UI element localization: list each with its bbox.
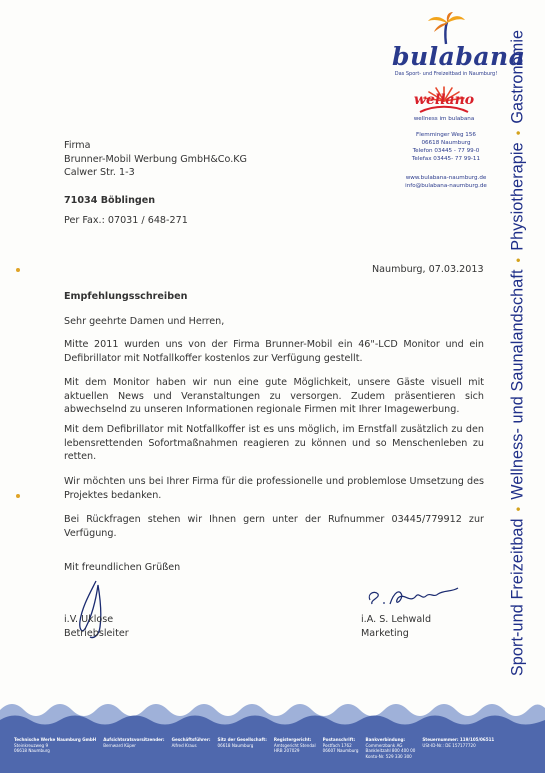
signer-right xyxy=(361,613,431,640)
footer-board xyxy=(103,737,164,759)
paragraph-1: Mitte 2011 wurden uns von der Firma Brunner-Mobil ein 46"-LCD Monitor und ein Defibrillator mit Notfallkoffer kostenlos zur Verfügung gestellt. xyxy=(64,339,484,364)
footer-heading: Geschäftsführer: xyxy=(171,737,211,742)
footer-columns xyxy=(14,737,534,759)
paragraph-3: Mit dem Defibrillator mit Notfallkoffer ist es uns möglich, im Ernstfall zusätzlich zu den lebensrettenden Sofortmaßnahmen reagieren zu können und so Menschenleben zu retten. xyxy=(64,424,484,463)
footer-heading: Sitz der Gesellschaft: xyxy=(217,737,267,742)
footer-line: Postfach 1762 xyxy=(322,742,352,748)
paragraph-2: Mit dem Monitor haben wir nun eine gute Möglichkeit, unsere Gäste visuell mit aktuellen News und Veranstaltungen zu versorgen. Zudem präsentieren sich abwechselnd zu unseren Informationen regionale Firmen mit Ihrer Imagewerbung. xyxy=(64,377,484,416)
footer-line: USt-ID-Nr.: DE 157177720 xyxy=(422,742,476,748)
wellness-tagline: wellness im bulabana xyxy=(413,116,475,122)
footer-line: HRB 207029 xyxy=(273,748,300,754)
recipient-fax: Per Fax.: 07031 / 648-271 xyxy=(64,215,188,226)
footer-register xyxy=(274,737,316,759)
signer-left-name xyxy=(64,613,129,627)
service-gastro: Gastronomie xyxy=(508,29,527,124)
signer-right-title: Marketing xyxy=(361,627,409,639)
footer-company xyxy=(14,737,96,759)
footer-bank xyxy=(366,737,416,759)
contact-website: www.bulabana-naumburg.de xyxy=(405,175,487,181)
footer-management xyxy=(172,737,211,759)
footer-line: Steinkreuzweg 9 xyxy=(14,742,49,748)
footer-line: Alfred Kraus xyxy=(171,742,197,748)
service-physio: Physiotherapie xyxy=(508,142,527,251)
services-list xyxy=(509,30,528,676)
place-date: Naumburg, 07.03.2013 xyxy=(372,264,484,275)
footer-line: Konto-Nr. 529 330 300 xyxy=(365,753,412,759)
footer-line: Bernward Küper xyxy=(103,742,136,748)
footer-heading: Postanschrift: xyxy=(322,737,356,742)
footer-line: 06618 Naumburg xyxy=(14,748,50,754)
contact-email: info@bulabana-naumburg.de xyxy=(405,183,487,190)
paragraph-4: Wir möchten uns bei Ihrer Firma für die professionelle und problemlose Umsetzung des Projektes bedanken. xyxy=(64,476,484,501)
punch-mark xyxy=(16,494,20,498)
footer-line: Amtsgericht Stendal xyxy=(273,742,316,748)
signer-right-name: i.A. S. Lehwald xyxy=(361,614,432,625)
separator-dot: • xyxy=(510,506,526,512)
footer-line: Commerzbank AG xyxy=(365,742,403,748)
wave-band xyxy=(0,698,545,773)
footer-line: Bankleitzahl 800 400 00 xyxy=(365,748,416,754)
paragraph-5: Bei Rückfragen stehen wir Ihnen gern unter der Rufnummer 03445/779912 zur Verfügung. xyxy=(64,514,484,539)
recipient-city: 71034 Böblingen xyxy=(64,195,156,206)
sender-address xyxy=(403,131,489,163)
address-city: 06618 Naumburg xyxy=(421,140,471,147)
separator-dot: • xyxy=(510,257,526,263)
signer-left-name-head: i.V. Ukl xyxy=(64,614,97,625)
footer-line: 06607 Naumburg xyxy=(322,748,359,754)
recipient-street: Calwer Str. 1-3 xyxy=(64,167,135,178)
services-sidebar xyxy=(503,8,533,698)
footer-line: 06618 Naumburg xyxy=(217,742,254,748)
sender-contact xyxy=(403,174,489,190)
footer-heading: Steuernummer: 119/105/06511 xyxy=(422,737,495,742)
separator-dot: • xyxy=(510,130,526,136)
address-fax: Telefax 03445- 77 99-11 xyxy=(411,156,481,163)
footer-heading: Registergericht: xyxy=(273,737,312,742)
footer-heading: Aufsichtsratsvorsitzender: xyxy=(103,737,165,742)
recipient-address xyxy=(64,139,247,180)
wellano-logo xyxy=(408,85,480,131)
footer-heading: Technische Werke Naumburg GmbH xyxy=(14,737,97,742)
wellness-brand: wellano xyxy=(413,92,475,108)
recipient-company: Brunner-Mobil Werbung GmbH&Co.KG xyxy=(64,153,247,165)
letter-footer xyxy=(0,698,545,773)
signature-right xyxy=(364,582,464,616)
subject-line: Empfehlungsschreiben xyxy=(64,291,188,302)
signer-left-name-tail: ose xyxy=(96,614,114,625)
brand-tagline: Das Sport- und Freizeitbad in Naumburg! xyxy=(394,71,498,77)
footer-tax xyxy=(422,737,494,759)
salutation: Sehr geehrte Damen und Herren, xyxy=(64,316,225,327)
brand-name: bulabana xyxy=(392,42,526,71)
signer-left xyxy=(64,613,129,640)
closing: Mit freundlichen Grüßen xyxy=(64,562,181,573)
signer-left-title: Betriebsleiter xyxy=(64,627,129,639)
footer-heading: Bankverbindung: xyxy=(365,737,406,742)
footer-seat xyxy=(218,737,267,759)
service-wellness: Wellness- und Saunalandschaft xyxy=(508,269,527,500)
address-street: Flemminger Weg 156 xyxy=(416,132,476,138)
service-pool: Sport-und Freizeitbad xyxy=(508,518,527,677)
footer-postal xyxy=(323,737,359,759)
recipient-line-1: Firma xyxy=(64,140,91,151)
address-phone: Telefon 03445 - 77 99-0 xyxy=(412,148,480,155)
palm-figure-icon xyxy=(426,12,466,46)
punch-mark xyxy=(16,268,20,272)
